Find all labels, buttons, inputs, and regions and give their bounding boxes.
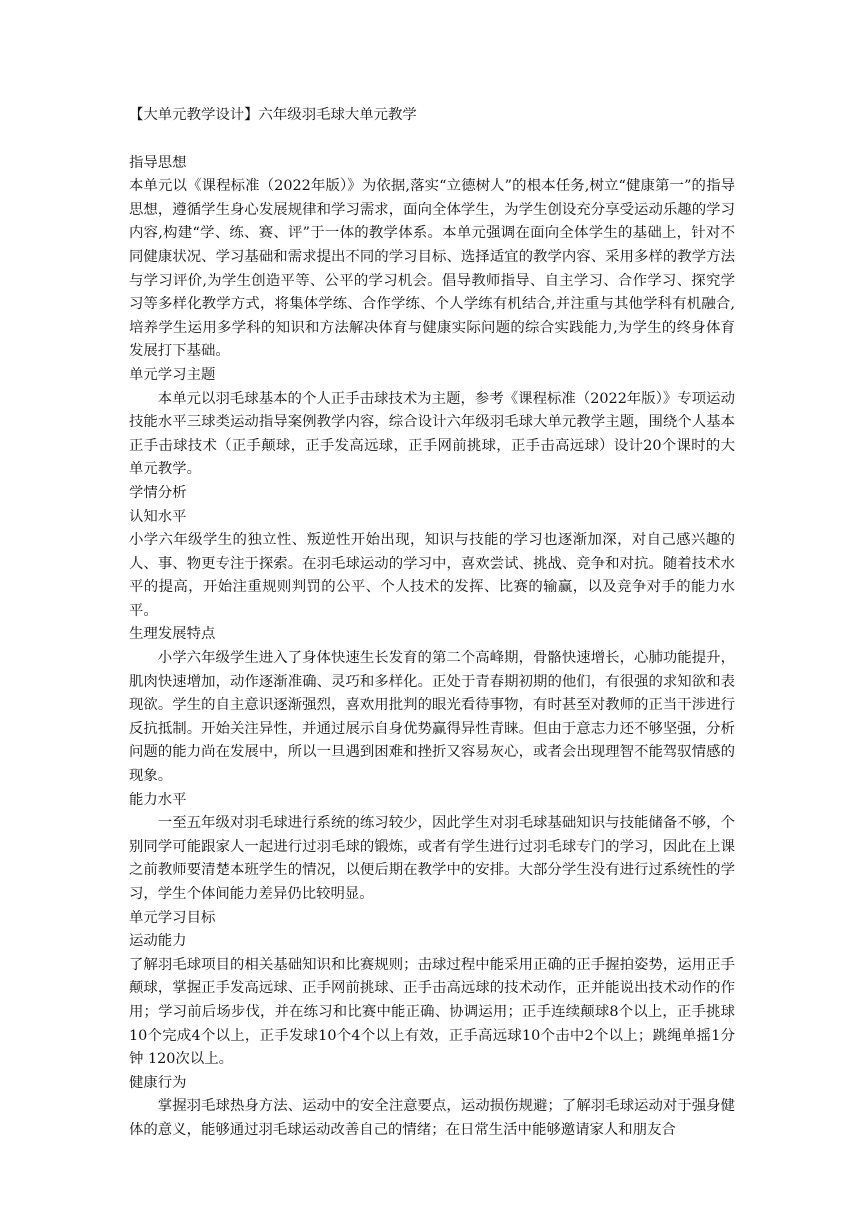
section-heading: 学情分析: [129, 484, 187, 501]
section-heading: 认知水平: [129, 508, 187, 525]
section-heading: 能力水平: [129, 791, 187, 808]
section-heading: 单元学习主题: [129, 366, 216, 383]
blank-line: [129, 128, 735, 152]
document-page: [129, 104, 735, 1143]
body-paragraph: 小学六年级学生的独立性、叛逆性开始出现，知识与技能的学习也逐渐加深，对自己感兴趣的人、事、物更专注于探索。在羽毛球运动的学习中，喜欢尝试、挑战、竞争和对抗。随着技术水平的提高，开始注重规则判罚的公平、个人技术的发挥、比赛的输赢，以及竞争对手的能力水平。: [129, 532, 735, 619]
document-title: 【大单元教学设计】六年级羽毛球大单元教学: [129, 107, 417, 123]
section-heading: 运动能力: [129, 933, 187, 950]
section-heading: 生理发展特点: [129, 626, 216, 643]
body-paragraph: 本单元以《课程标准（2022年版）》为依据,落实“立德树人”的根本任务,树立“健康第一”的指导思想，遵循学生身心发展规律和学习需求，面向全体学生，为学生创设充分享受运动乐趣的学习内容,构建“学、练、赛、评”于一体的教学体系。本单元强调在面向全体学生的基础上，针对不同健康状况、学习基础和需求提出不同的学习目标、选择适宜的教学内容、采用多样的教学方法与学习评价,为学生创造平等、公平的学习机会。倡导教师指导、自主学习、合作学习、探究学习等多样化教学方式，将集体学练、合作学练、个人学练有机结合,并注重与其他学科有机融合,培养学生运用多学科的知识和方法解决体育与健康实际问题的综合实践能力,为学生的终身体育发展打下基础。: [129, 178, 735, 360]
body-paragraph: 本单元以羽毛球基本的个人正手击球技术为主题，参考《课程标准（2022年版）》专项运动技能水平三球类运动指导案例教学内容，综合设计六年级羽毛球大单元教学主题，围绕个人基本正手击球技术（正手颠球，正手发高远球，正手网前挑球，正手击高远球）设计20个课时的大单元教学。: [129, 390, 735, 478]
section-heading: 健康行为: [129, 1074, 187, 1091]
document-body: [129, 152, 735, 1143]
section-heading: 指导思想: [129, 154, 187, 171]
section-heading: 单元学习目标: [129, 909, 216, 926]
body-paragraph: 掌握羽毛球热身方法、运动中的安全注意要点，运动损伤规避；了解羽毛球运动对于强身健体的意义，能够通过羽毛球运动改善自己的情绪；在日常生活中能够邀请家人和朋友合: [129, 1098, 735, 1138]
body-paragraph: 小学六年级学生进入了身体快速生长发育的第二个高峰期，骨骼快速增长，心肺功能提升，肌肉快速增加，动作逐渐准确、灵巧和多样化。正处于青春期初期的他们，有很强的求知欲和表现欲。学生的自主意识逐渐强烈，喜欢用批判的眼光看待事物，有时甚至对教师的正当干涉进行反抗抵制。开始关注异性，并通过展示自身优势赢得异性青睐。但由于意志力还不够坚强，分析问题的能力尚在发展中，所以一旦遇到困难和挫折又容易灰心，或者会出现理智不能驾驭情感的现象。: [129, 650, 735, 785]
body-paragraph: 一至五年级对羽毛球进行系统的练习较少，因此学生对羽毛球基础知识与技能储备不够，个别同学可能跟家人一起进行过羽毛球的锻炼，或者有学生进行过羽毛球专门的学习，因此在上课之前教师要清楚本班学生的情况，以便后期在教学中的安排。大部分学生没有进行过系统性的学习，学生个体间能力差异仍比较明显。: [129, 815, 735, 902]
body-paragraph: 了解羽毛球项目的相关基础知识和比赛规则；击球过程中能采用正确的正手握拍姿势，运用正手颠球，掌握正手发高远球、正手网前挑球、正手击高远球的技术动作，正并能说出技术动作的作用；学习前后场步伐，并在练习和比赛中能正确、协调运用；正手连续颠球8个以上，正手挑球10个完成4个以上，正手发球10个4个以上有效，正手高远球10个击中2个以上；跳绳单摇1分钟 120次以上。: [129, 956, 735, 1068]
